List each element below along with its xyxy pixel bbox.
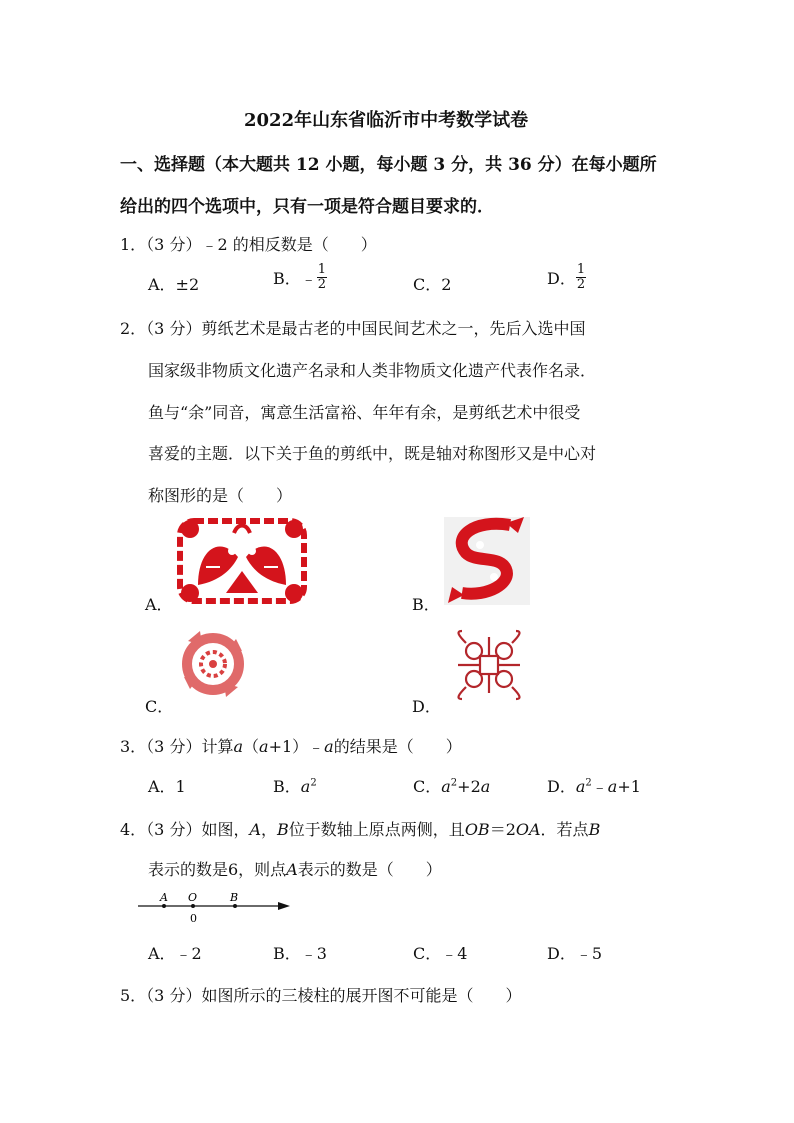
q3-var: a — [233, 737, 243, 756]
q3-var: a — [259, 737, 269, 756]
q3-var: a — [324, 737, 334, 756]
q4-mid: 位于数轴上原点两侧，且 — [288, 820, 465, 839]
arrow-right-icon — [278, 902, 290, 910]
q4-point-b: B — [588, 820, 601, 839]
q3-option-a: A．1 — [148, 777, 186, 796]
question-1-stem: 1．（3 分）﹣2 的相反数是（ ） — [120, 235, 377, 254]
section-header-line1: 一、选择题（本大题共 12 小题，每小题 3 分，共 36 分）在每小题所 — [120, 155, 657, 175]
question-2-line4: 喜爱的主题．以下关于鱼的剪纸中，既是轴对称图形又是中心对 — [148, 444, 597, 463]
q2-option-c-label: C． — [145, 697, 174, 716]
q4-comma: ， — [261, 820, 278, 839]
papercut-four-fish-image — [452, 629, 526, 701]
q3-d-tail: ﹣ — [591, 777, 608, 796]
q3-stem-prefix: 3．（3 分）计算 — [120, 737, 234, 756]
q1-option-d — [547, 263, 586, 292]
q3-var: a — [575, 777, 586, 796]
fraction-numerator: 1 — [317, 262, 327, 277]
q1-option-a: A．±2 — [148, 275, 200, 294]
papercut-s-fish-image — [444, 517, 530, 605]
q3-option-b — [273, 774, 317, 797]
question-2-line5: 称图形的是（ ） — [148, 486, 293, 505]
q4-line2-suffix: 表示的数是（ ） — [297, 860, 442, 879]
fraction-numerator: 1 — [576, 262, 586, 277]
q4-point-a: A — [249, 820, 262, 839]
q3-c-tail: +2 — [457, 777, 481, 796]
q4-line2-prefix: 表示的数是6，则点 — [148, 860, 287, 879]
q3-exponent: 2 — [585, 777, 592, 789]
q1-option-d-label: D． — [547, 269, 576, 288]
q4-ob: OB — [464, 820, 490, 839]
q4-prefix: 4．（3 分）如图， — [120, 820, 250, 839]
papercut-double-fish-image — [176, 515, 308, 607]
q3-exponent: 2 — [450, 777, 458, 789]
fraction-denominator: 2 — [576, 277, 586, 292]
q4-oa: OA — [515, 820, 541, 839]
q4-eq: ＝2 — [489, 820, 516, 839]
q2-option-a-label: A． — [145, 595, 173, 614]
question-3-stem — [120, 734, 462, 757]
q3-paren: （ — [243, 737, 260, 756]
question-4-line2 — [148, 857, 442, 880]
q3-option-d-label: D． — [547, 777, 576, 796]
question-2-line2: 国家级非物质文化遗产名录和人类非物质文化遗产代表作名录． — [148, 361, 597, 380]
q4-option-a: A．﹣2 — [148, 944, 202, 963]
label-o: O — [188, 891, 198, 904]
q4-option-c: C．﹣4 — [413, 944, 468, 963]
question-2-line1: 2．（3 分）剪纸艺术是最古老的中国民间艺术之一，先后入选中国 — [120, 319, 586, 338]
page-title: 2022年山东省临沂市中考数学试卷 — [244, 110, 529, 131]
label-b: B — [230, 891, 239, 904]
q4-point-a: A — [286, 860, 298, 879]
q3-stem-suffix: 的结果是（ ） — [333, 737, 462, 756]
label-zero: 0 — [190, 912, 197, 925]
q2-option-d-label: D． — [412, 697, 441, 716]
q3-option-c-label: C． — [413, 777, 442, 796]
q4-option-b: B．﹣3 — [273, 944, 327, 963]
question-2-line3: 鱼与“余”同音，寓意生活富裕、年年有余，是剪纸艺术中很受 — [148, 403, 581, 422]
fraction-denominator: 2 — [317, 277, 327, 292]
label-a: A — [160, 891, 168, 904]
q3-var: a — [441, 777, 451, 796]
q3-option-d — [547, 774, 641, 797]
point-a-dot — [162, 904, 166, 908]
section-header-line2: 给出的四个选项中，只有一项是符合题目要求的． — [120, 197, 494, 217]
question-5-stem: 5．（3 分）如图所示的三棱柱的展开图不可能是（ ） — [120, 986, 522, 1005]
q1-option-b — [273, 263, 327, 292]
papercut-fish-wheel-image — [180, 627, 246, 701]
q3-var: a — [300, 777, 311, 796]
q3-var: a — [480, 777, 491, 796]
number-line-figure — [138, 888, 292, 924]
q3-d-end: +1 — [617, 777, 641, 796]
fraction-one-half — [576, 263, 586, 292]
point-o-dot — [191, 904, 195, 908]
q1-option-c: C．2 — [413, 275, 452, 294]
point-b-dot — [233, 904, 237, 908]
question-4-line1 — [120, 817, 600, 840]
q2-option-b-label: B． — [412, 595, 440, 614]
q4-line1-end: ．若点 — [540, 820, 589, 839]
q3-option-b-label: B． — [273, 777, 301, 796]
q1-option-b-label: B．﹣ — [273, 269, 317, 288]
q4-option-d: D．﹣5 — [547, 944, 603, 963]
q3-mid: +1）﹣ — [268, 737, 325, 756]
q3-var: a — [607, 777, 618, 796]
q4-point-b: B — [277, 820, 289, 839]
fraction-one-half — [317, 263, 327, 292]
q3-option-c — [413, 774, 490, 797]
q3-exponent: 2 — [310, 777, 317, 789]
